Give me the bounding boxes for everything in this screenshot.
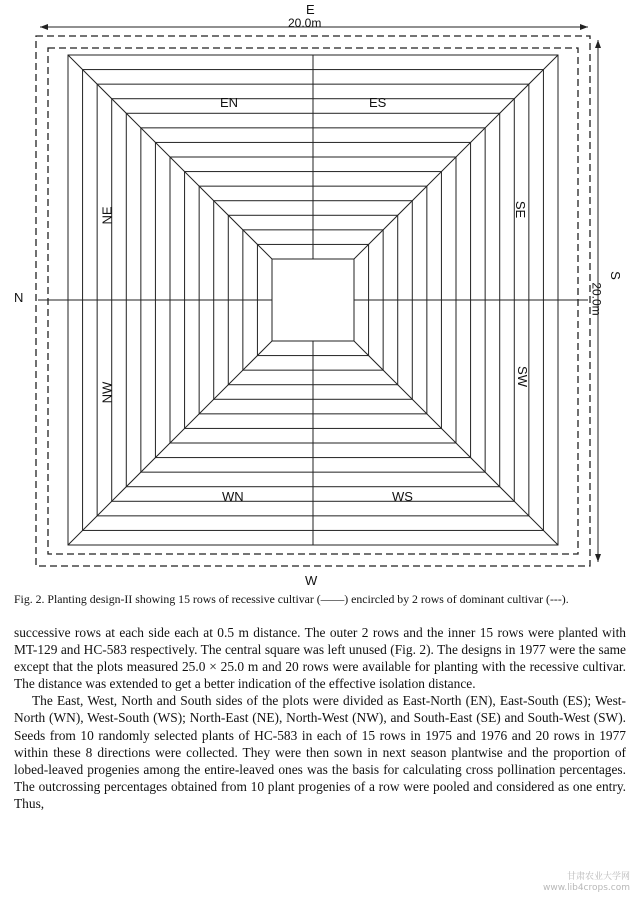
- arrowhead-icon: [580, 24, 588, 30]
- paragraph: successive rows at each side each at 0.5 m distance. The outer 2 rows and the inner 15 rows were planted with MT-129 and HC-583 respectively. The central square was left unused (Fig. 2). The designs in 1977 were the same except that the plots measured 25.0 × 25.0 m and 20 rows were available for planting with the recessive cultivar. The distance was extended to get a better indication of the effective isolation distance.: [14, 625, 626, 692]
- recessive-row: [272, 259, 354, 341]
- sector-label-ws: WS: [392, 489, 413, 504]
- compass-west-label: W: [305, 573, 318, 588]
- sector-label-en: EN: [220, 95, 239, 110]
- sector-label-wn: WN: [222, 489, 244, 504]
- sector-label-sw: SW: [514, 366, 530, 387]
- figure-caption: Fig. 2. Planting design-II showing 15 rows of recessive cultivar (——) encircled by 2 rows of dominant cultivar (---).: [14, 592, 569, 606]
- sector-label-ne: NE: [99, 206, 115, 225]
- top-dimension-label: 20.0m: [288, 16, 322, 30]
- right-dimension-label: 20.0m: [589, 282, 604, 316]
- arrowhead-icon: [40, 24, 48, 30]
- sector-label-es: ES: [369, 95, 387, 110]
- paragraph: The East, West, North and South sides of the plots were divided as East-North (EN), East-South (ES); West-North (WN), West-South (WS); North-East (NE), North-West (NW), and South-East (SE) and South-West (SW). Seeds from 10 randomly selected plants of HC-583 in each of 15 rows in 1975 and 1976 and 20 rows in 1977 within these 8 directions were collected. They were then sown in next season plantwise and the proportion of lobed-leaved progenies among the entire-leaved ones was the basis for calculating cross pollination percentages. The outcrossing percentages obtained from 10 plant progenies of a row were pooled and considered as one entry. Thus,: [14, 693, 626, 811]
- watermark-line: www.lib4crops.com: [543, 883, 630, 893]
- sector-label-se: SE: [513, 200, 529, 219]
- recessive-row: [257, 244, 368, 355]
- watermark-line: 甘肃农业大学网: [566, 872, 630, 882]
- compass-south-label: S: [607, 271, 623, 280]
- body-text: [14, 624, 626, 812]
- watermark: [543, 872, 630, 894]
- compass-east-label: E: [306, 2, 315, 17]
- sector-label-nw: NW: [99, 381, 115, 404]
- arrowhead-icon: [595, 554, 601, 562]
- compass-north-label: N: [14, 290, 24, 305]
- arrowhead-icon: [595, 40, 601, 48]
